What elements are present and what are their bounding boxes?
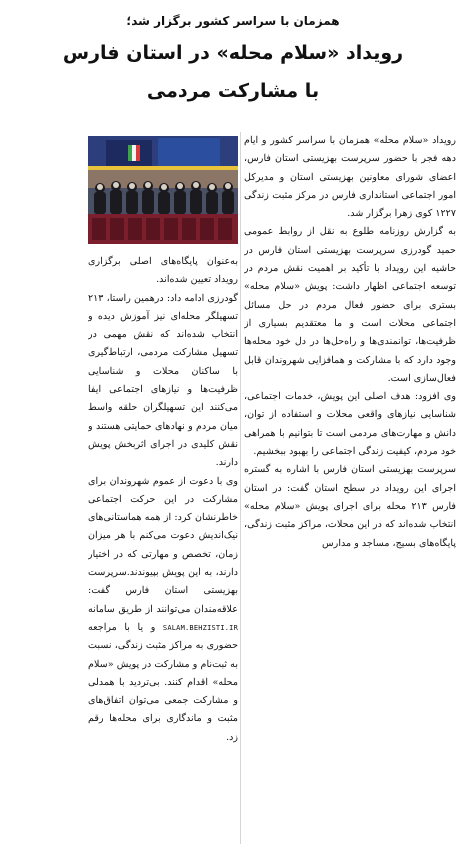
article-paragraph: گودرزی ادامه داد: درهمین راستا، ۲۱۳ تسهیلگر محله‌ای نیز آموزش دیده و انتخاب شده‌اند که نقش مهمی در تسهیل مشارکت مردمی، ارتباط‌گیری با ساکنان محلات و شناسایی ظرفیت‌ها و نیازهای اجتماعی ایفا می‌کنند این تسهیلگران حلقه واسط میان مردم و نهادهای حمایتی هستند و نقش کلیدی در اجرای اثربخش پویش دارند. [88,292,238,469]
article-paragraph: سرپرست بهزیستی استان فارس با اشاره به گستره اجرای این رویداد در سطح استان گفت: در استان فارس ۲۱۳ محله برای اجرای پویش «سلام محله» انتخاب شده‌اند که در این محلات، مراکز مثبت زندگی، پایگاه‌های بسیج، مساجد و مدارس [244,464,456,549]
article-text: و یا با مراجعه حضوری به مراکز مثبت زندگی، نسبت به ثبت‌نام و مشارکت در پویش «سلام محله» اقدام کنند. بی‌تردید با همدلی و مشارکت جمعی می‌توان اتفاق‌های مثبت و ماندگاری برای محله‌ها رقم زد. [88,621,238,743]
article-text: وی با دعوت از عموم شهروندان برای مشارکت در این حرکت اجتماعی خاطرنشان کرد: از همه هماستانی‌های نیک‌اندیش دعوت می‌کنم با هر میزان زمان، تخصص و مهارتی که در اختیار دارند، به این پویش بپیوندند.سرپرست بهزیستی استان فارس گفت: علاقه‌مندان می‌توانند از طریق سامانه [88,475,238,615]
article-paragraph [88,473,238,747]
article-paragraph: وی افزود: هدف اصلی این پویش، خدمات اجتماعی، شناسایی نیازهای واقعی محلات و استفاده از توان، دانش و مهارت‌های مردمی است تا بتوانیم با همراهی خود مردم، کیفیت زندگی اجتماعی را بهبود ببخشیم. [244,391,456,458]
article-column-left [88,253,238,843]
article-headline-line-2: با مشارکت مردمی [146,80,320,102]
article-paragraph: رویداد «سلام محله» همزمان با سراسر کشور و ایام دهه فجر با حضور سرپرست بهزیستی استان فارس، اعضای شورای معاونین بهزیستی استان و مدیرکل امور اجتماعی استانداری فارس در مرکز مثبت زندگی ۱۲۲۷ کوی زهرا برگزار شد. [244,135,456,220]
column-divider [240,132,241,844]
website-tag-salam: SALAM. [162,623,190,632]
article-kicker: همزمان با سراسر کشور برگزار شد؛ [126,14,340,28]
article-paragraph: به‌عنوان پایگاه‌های اصلی برگزاری رویداد تعیین شده‌اند. [88,256,238,286]
article-headline-line-1: رویداد «سلام محله» در استان فارس [62,42,404,64]
article-column-right [244,132,456,847]
article-paragraph: به گزارش روزنامه طلوع به نقل از روابط عمومی حمید گودرزی سرپرست بهزیستی استان فارس در حاشیه این رویداد با تأکید بر اهمیت نقش مردم در توسعه اجتماعی اظهار داشت: پویش «سلام محله» بستری برای حضور فعال مردم در حل مسائل اجتماعی محلات است و ما معتقدیم بسیاری از ظرفیت‌ها، توانمندی‌ها و راه‌حل‌ها در دل خود محله‌ها وجود دارد که با مشارکت و همافزایی شهروندان قابل فعال‌سازی است. [244,226,456,384]
event-photo-icon [88,136,238,244]
website-tag-behzisti: BEHZISTI.IR [189,623,238,632]
